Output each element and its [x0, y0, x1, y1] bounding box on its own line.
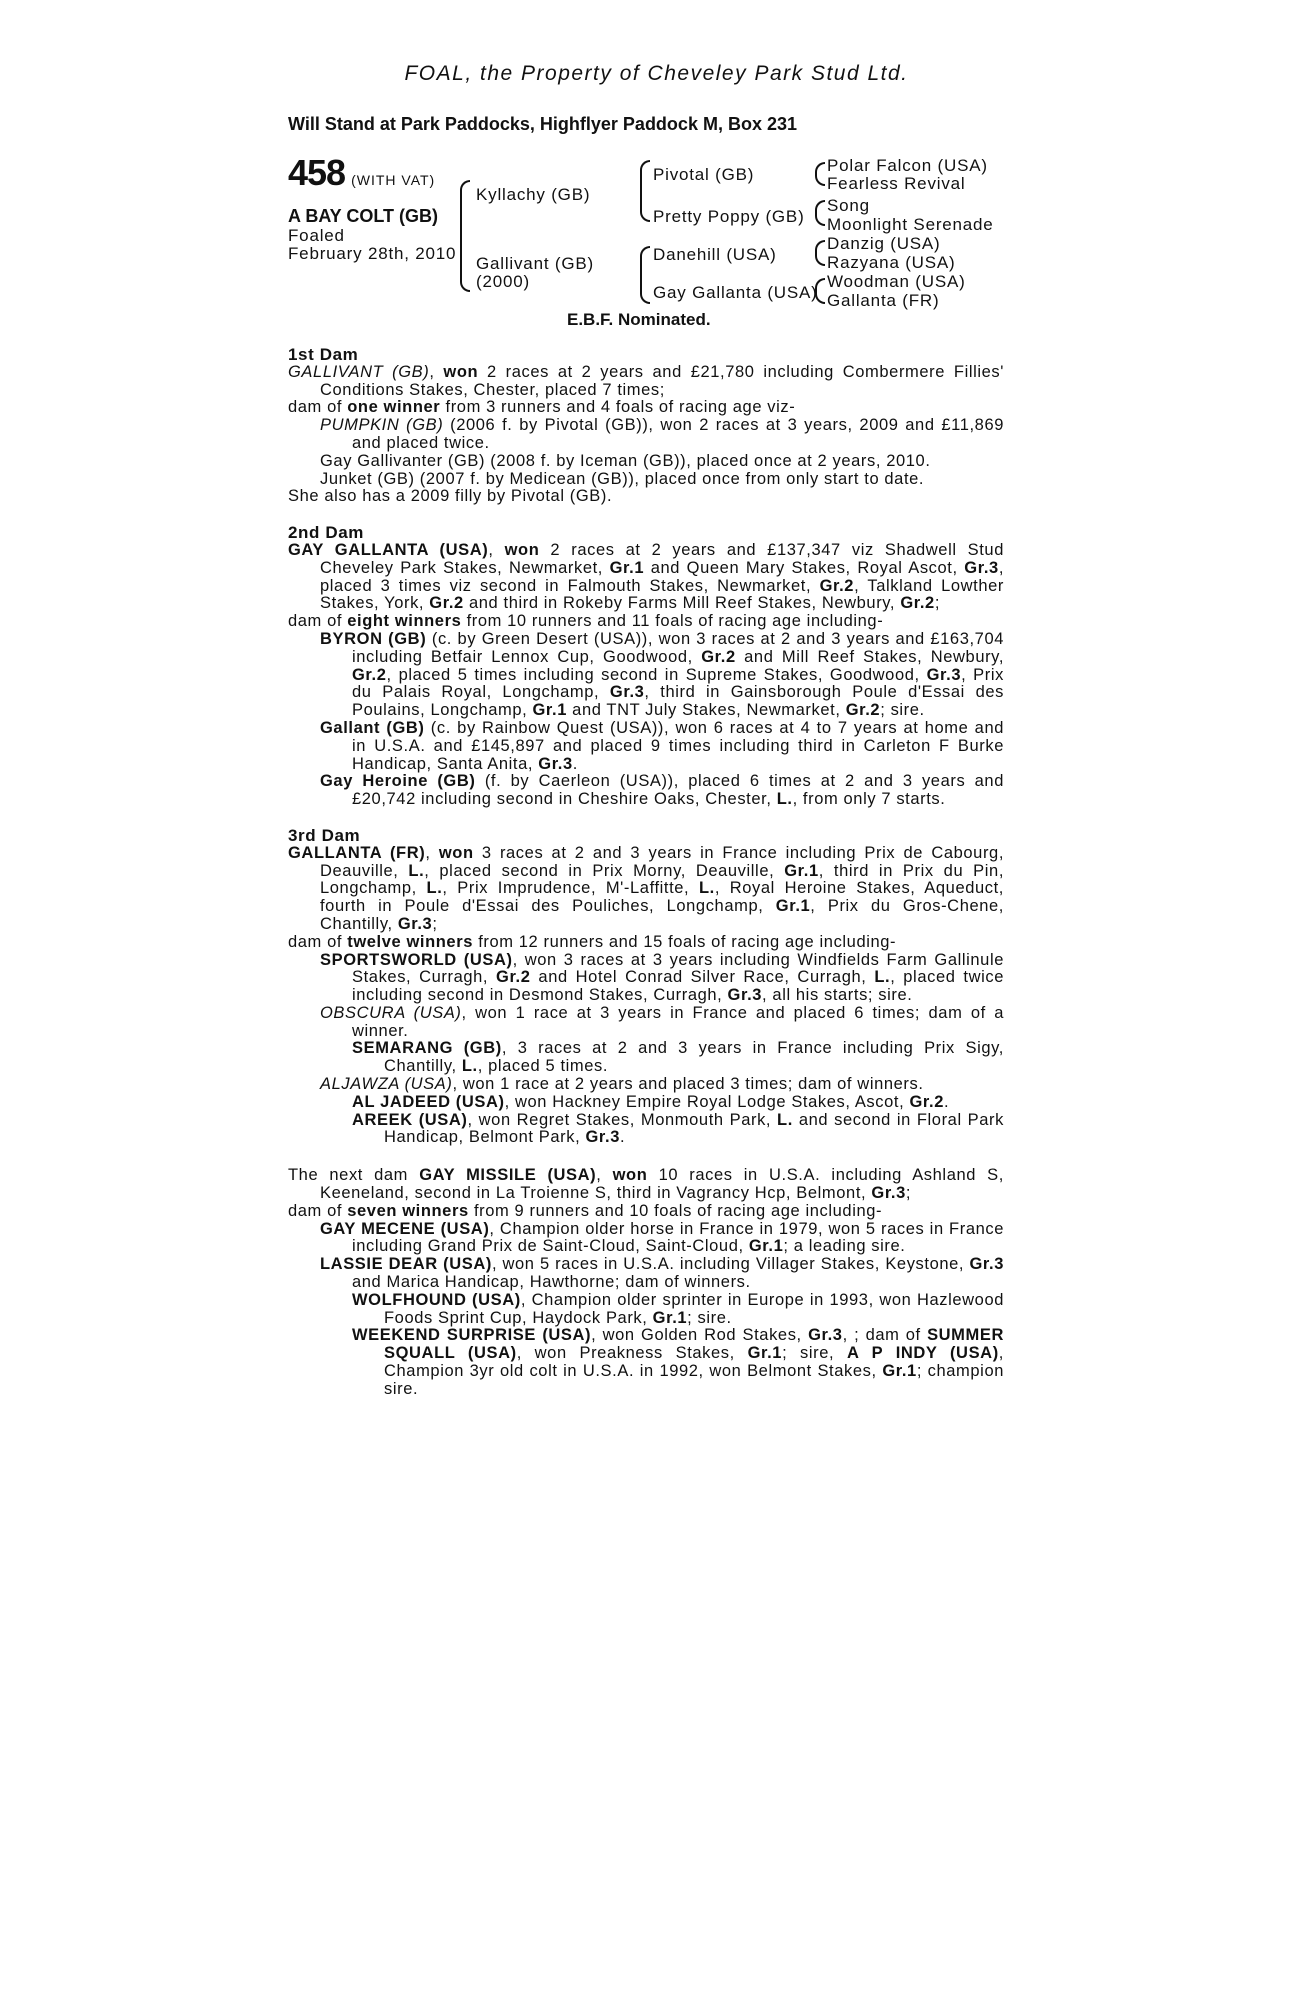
list-item: SPORTSWORLD (USA), won 3 races at 3 years including Windfields Farm Gallinule Stakes, Curragh, Gr.2 and Hotel Conrad Silver Race, Curragh, L., placed twice including second in Desmond Stakes, Curragh, Gr.3, all his starts; sire.: [320, 950, 1004, 1005]
first-dam-entry: GALLIVANT (GB), won 2 races at 2 years and £21,780 including Combermere Fillies' Conditions Stakes, Chester, placed 7 times;: [288, 362, 1005, 399]
next-dam-entry: The next dam GAY MISSILE (USA), won 10 races in U.S.A. including Ashland S, Keeneland, second in La Troienne S, third in Vagrancy Hcp, Belmont, Gr.3;: [288, 1166, 1004, 1203]
list-item: GAY MECENE (USA), Champion older horse in France in 1979, won 5 races in France including Grand Prix de Saint-Cloud, Saint-Cloud, Gr.1; a leading sire.: [320, 1219, 1004, 1256]
pedigree-sss: Polar Falcon (USA): [827, 156, 988, 175]
page-title: FOAL, the Property of Cheveley Park Stud Ltd.: [404, 62, 909, 85]
list-item: WEEKEND SURPRISE (USA), won Golden Rod Stakes, Gr.3, ; dam of SUMMER SQUALL (USA), won Preakness Stakes, Gr.1; sire, A P INDY (USA), Champion 3yr old colt in U.S.A. in 1992, won Belmont Stakes, Gr.1; champion sire.: [352, 1326, 1004, 1398]
first-dam-heading: 1st Dam: [288, 345, 359, 364]
list-item: She also has a 2009 filly by Pivotal (GB).: [288, 487, 613, 506]
third-dam-heading: 3rd Dam: [288, 825, 361, 845]
pedigree-dam-year: (2000): [476, 272, 530, 291]
list-item: Gallant (GB) (c. by Rainbow Quest (USA)), won 6 races at 4 to 7 years at home and in U.S.A. and £145,897 and placed 9 times including third in Carleton F Burke Handicap, Santa Anita, Gr.3.: [320, 718, 1004, 773]
third-dam-produce-summary: dam of twelve winners from 12 runners and 15 foals of racing age including-: [288, 932, 897, 951]
next-dam-produce-summary: dam of seven winners from 9 runners and 10 foals of racing age including-: [288, 1201, 883, 1220]
pedigree-brace-ds: [815, 240, 825, 266]
second-dam-entry: GAY GALLANTA (USA), won 2 races at 2 years and £137,347 viz Shadwell Stud Cheveley Park Stakes, Newmarket, Gr.1 and Queen Mary Stakes, Royal Ascot, Gr.3, placed 3 times viz second in Falmouth Stakes, Newmarket, Gr.2, Talkland Lowther Stakes, York, Gr.2 and third in Rokeby Farms Mill Reef Stakes, Newbury, Gr.2;: [288, 540, 1004, 613]
list-item: Junket (GB) (2007 f. by Medicean (GB)), placed once from only start to date.: [320, 469, 925, 488]
pedigree-dsd: Razyana (USA): [827, 253, 956, 272]
second-dam-heading: 2nd Dam: [288, 523, 364, 543]
lot-name: A BAY COLT (GB): [288, 206, 439, 226]
pedigree-ddd: Gallanta (FR): [827, 291, 940, 310]
stand-location: Will Stand at Park Paddocks, Highflyer Paddock M, Box 231: [288, 114, 797, 134]
pedigree-sire: Kyllachy (GB): [476, 185, 591, 204]
list-item: Gay Heroine (GB) (f. by Caerleon (USA)), placed 6 times at 2 and 3 years and £20,742 including second in Cheshire Oaks, Chester, L., from only 7 starts.: [320, 772, 1004, 809]
list-item: Gay Gallivanter (GB) (2008 f. by Iceman (GB)), placed once at 2 years, 2010.: [320, 451, 931, 470]
pedigree-dam: Gallivant (GB): [476, 254, 594, 273]
pedigree-dds: Woodman (USA): [827, 272, 966, 291]
pedigree-dss: Danzig (USA): [827, 234, 941, 253]
pedigree-dam-dam: Gay Gallanta (USA): [653, 283, 818, 302]
produce-record: [288, 346, 1004, 1399]
pedigree-sire-sire: Pivotal (GB): [653, 165, 755, 184]
list-item: PUMPKIN (GB) (2006 f. by Pivotal (GB)), won 2 races at 3 years, 2009 and £11,869 and placed twice.: [320, 416, 1004, 452]
vat-note: (WITH VAT): [351, 172, 436, 188]
second-dam-produce-summary: dam of eight winners from 10 runners and 11 foals of racing age including-: [288, 612, 884, 631]
lot-number-block: [288, 152, 435, 194]
pedigree-brace-ss: [815, 162, 825, 186]
list-item: AL JADEED (USA), won Hackney Empire Royal Lodge Stakes, Ascot, Gr.2.: [352, 1092, 950, 1111]
pedigree-brace-dam: [640, 246, 650, 304]
first-dam-produce-summary: dam of one winner from 3 runners and 4 foals of racing age viz-: [288, 398, 796, 417]
pedigree-dam-sire: Danehill (USA): [653, 245, 777, 264]
pedigree-sds: Song: [827, 196, 870, 215]
ebf-nominated: E.B.F. Nominated.: [567, 310, 711, 329]
list-item: OBSCURA (USA), won 1 race at 3 years in France and placed 6 times; dam of a winner.: [320, 1003, 1004, 1040]
pedigree-brace-sire: [640, 160, 650, 222]
list-item: LASSIE DEAR (USA), won 5 races in U.S.A. including Villager Stakes, Keystone, Gr.3 and Marica Handicap, Hawthorne; dam of winners.: [320, 1255, 1004, 1292]
pedigree-ssd: Fearless Revival: [827, 174, 966, 193]
foaled-label: Foaled: [288, 226, 345, 245]
pedigree-sdd: Moonlight Serenade: [827, 215, 994, 234]
pedigree-brace-sd: [815, 200, 825, 226]
foaled-date: February 28th, 2010: [288, 244, 457, 263]
lot-number: 458: [288, 152, 346, 193]
third-dam-entry: GALLANTA (FR), won 3 races at 2 and 3 years in France including Prix de Cabourg, Deauville, L., placed second in Prix Morny, Deauville, Gr.1, third in Prix du Pin, Longchamp, L., Prix Imprudence, M'-Laffitte, L., Royal Heroine Stakes, Aqueduct, fourth in Poule d'Essai des Pouliches, Longchamp, Gr.1, Prix du Gros-Chene, Chantilly, Gr.3;: [288, 843, 1005, 933]
list-item: AREEK (USA), won Regret Stakes, Monmouth Park, L. and second in Floral Park Handicap, Belmont Park, Gr.3.: [352, 1110, 1004, 1147]
pedigree-brace-main: [460, 180, 470, 292]
list-item: WOLFHOUND (USA), Champion older sprinter in Europe in 1993, won Hazlewood Foods Sprint Cup, Haydock Park, Gr.1; sire.: [352, 1290, 1005, 1327]
list-item: BYRON (GB) (c. by Green Desert (USA)), won 3 races at 2 and 3 years and £163,704 including Betfair Lennox Cup, Goodwood, Gr.2 and Mill Reef Stakes, Newbury, Gr.2, placed 5 times including second in Supreme Stakes, Goodwood, Gr.3, Prix du Palais Royal, Longchamp, Gr.3, third in Gainsborough Poule d'Essai des Poulains, Longchamp, Gr.1 and TNT July Stakes, Newmarket, Gr.2; sire.: [320, 629, 1005, 720]
pedigree-sire-dam: Pretty Poppy (GB): [653, 207, 805, 226]
list-item: ALJAWZA (USA), won 1 race at 2 years and placed 3 times; dam of winners.: [320, 1075, 924, 1094]
list-item: SEMARANG (GB), 3 races at 2 and 3 years in France including Prix Sigy, Chantilly, L., placed 5 times.: [352, 1039, 1004, 1076]
